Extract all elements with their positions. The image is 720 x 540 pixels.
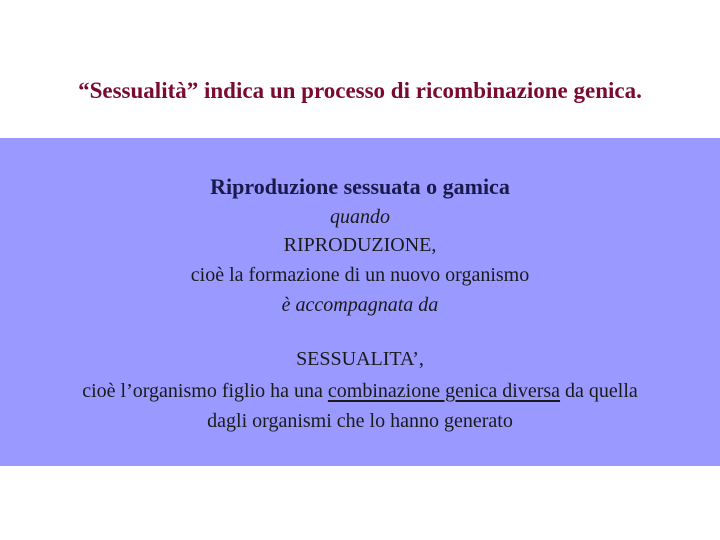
sessualita-description-start: cioè l’organismo figlio ha una [82, 380, 328, 402]
riproduzione-term: RIPRODUZIONE, [283, 234, 437, 256]
slide-headline: “Sessualità” indica un processo di ricombinazione genica. [78, 78, 642, 103]
accompanied-text: è accompagnata da [281, 294, 439, 316]
panel-title: Riproduzione sessuata o gamica [210, 174, 510, 199]
underlined-phrase: combinazione genica diversa [327, 380, 561, 402]
when-text: quando [330, 206, 390, 228]
sessualita-description-line2: dagli organismi che lo hanno generato [207, 410, 513, 432]
sessualita-description [0, 380, 720, 403]
sessualita-description-end: da quella [560, 380, 638, 402]
definition-panel [0, 138, 720, 466]
riproduzione-description: cioè la formazione di un nuovo organismo [190, 264, 530, 286]
sessualita-term: SESSUALITA’, [296, 348, 424, 370]
